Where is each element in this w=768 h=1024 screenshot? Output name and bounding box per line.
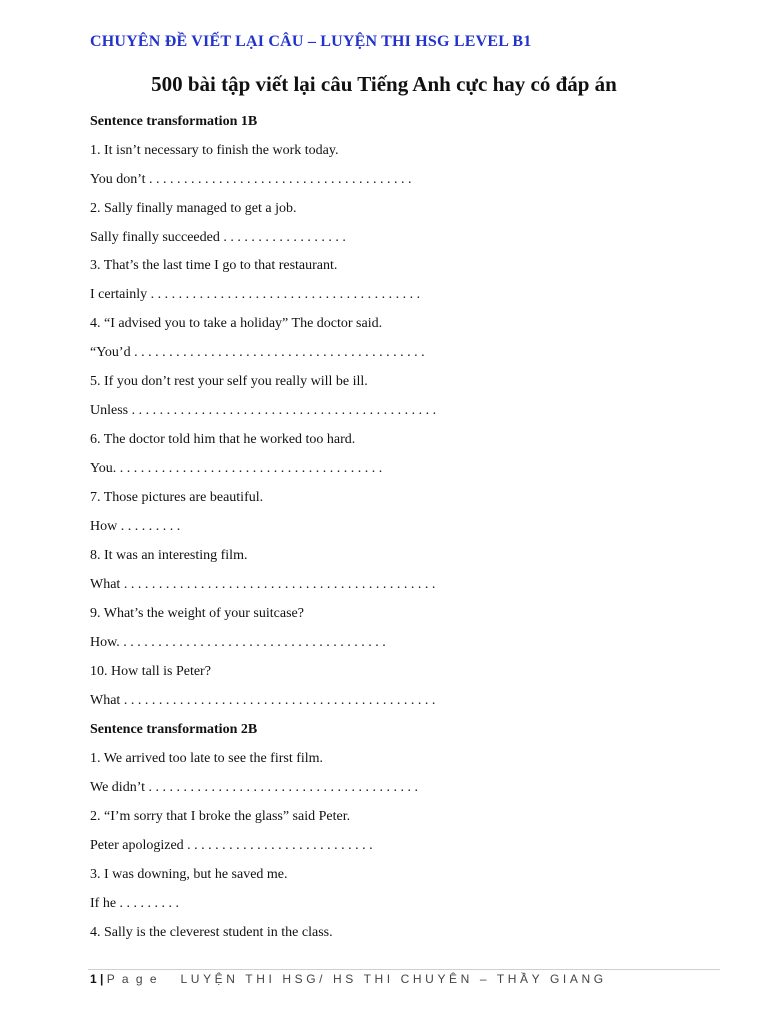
page-label: P a g e [106,972,159,986]
footer-site-text: LUYỆN THI HSG/ HS THI CHUYÊN – THẦY GIANG [180,972,607,986]
page-separator: | [96,972,107,986]
section-title-2b: Sentence transformation 2B [90,722,258,737]
question-2b-3: 3. I was downing, but he saved me. [90,867,288,882]
page-footer [90,972,607,986]
question-7: 7. Those pictures are beautiful. [90,490,264,505]
document-title: 500 bài tập viết lại câu Tiếng Anh cực hay có đáp án [151,72,617,96]
question-8: 8. It was an interesting film. [90,548,248,563]
question-6: 6. The doctor told him that he worked too hard. [90,432,356,447]
answer-line-4: “You’d . . . . . . . . . . . . . . . . . . . . . . . . . . . . . . . . . . . . . . . . . . [90,345,425,360]
answer-line-5: Unless . . . . . . . . . . . . . . . . . . . . . . . . . . . . . . . . . . . . . . . . . . . . [90,403,437,418]
question-2: 2. Sally finally managed to get a job. [90,201,297,216]
answer-line-9: How. . . . . . . . . . . . . . . . . . . . . . . . . . . . . . . . . . . . . . . [90,635,386,650]
question-2b-1: 1. We arrived too late to see the first film. [90,751,324,766]
answer-line-7: How . . . . . . . . . [90,519,181,534]
answer-line-2b-2: Peter apologized . . . . . . . . . . . . . . . . . . . . . . . . . . . [90,838,373,853]
question-10: 10. How tall is Peter? [90,664,211,679]
question-2b-4: 4. Sally is the cleverest student in the class. [90,925,333,940]
question-2b-2: 2. “I’m sorry that I broke the glass” said Peter. [90,809,351,824]
answer-line-6: You. . . . . . . . . . . . . . . . . . . . . . . . . . . . . . . . . . . . . . . [90,461,383,476]
answer-line-2b-3: If he . . . . . . . . . [90,896,180,911]
question-1: 1. It isn’t necessary to finish the work today. [90,143,339,158]
answer-line-3: I certainly . . . . . . . . . . . . . . . . . . . . . . . . . . . . . . . . . . . . . . . [90,287,421,302]
answer-line-2: Sally finally succeeded . . . . . . . . . . . . . . . . . . [90,230,346,245]
question-3: 3. That’s the last time I go to that restaurant. [90,258,338,273]
answer-line-10: What . . . . . . . . . . . . . . . . . . . . . . . . . . . . . . . . . . . . . . . . . . . . . [90,693,436,708]
answer-line-2b-1: We didn’t . . . . . . . . . . . . . . . . . . . . . . . . . . . . . . . . . . . . . . . [90,780,418,795]
header-title: CHUYÊN ĐỀ VIẾT LẠI CÂU – LUYỆN THI HSG LEVEL B1 [90,33,532,50]
section-title-1b: Sentence transformation 1B [90,114,258,129]
page-number: 1 [90,972,97,986]
footer-divider [88,969,720,970]
question-4: 4. “I advised you to take a holiday” The doctor said. [90,316,383,331]
question-5: 5. If you don’t rest your self you really will be ill. [90,374,368,389]
answer-line-1: You don’t . . . . . . . . . . . . . . . . . . . . . . . . . . . . . . . . . . . . . . [90,172,412,187]
question-9: 9. What’s the weight of your suitcase? [90,606,304,621]
answer-line-8: What . . . . . . . . . . . . . . . . . . . . . . . . . . . . . . . . . . . . . . . . . . . . . [90,577,436,592]
